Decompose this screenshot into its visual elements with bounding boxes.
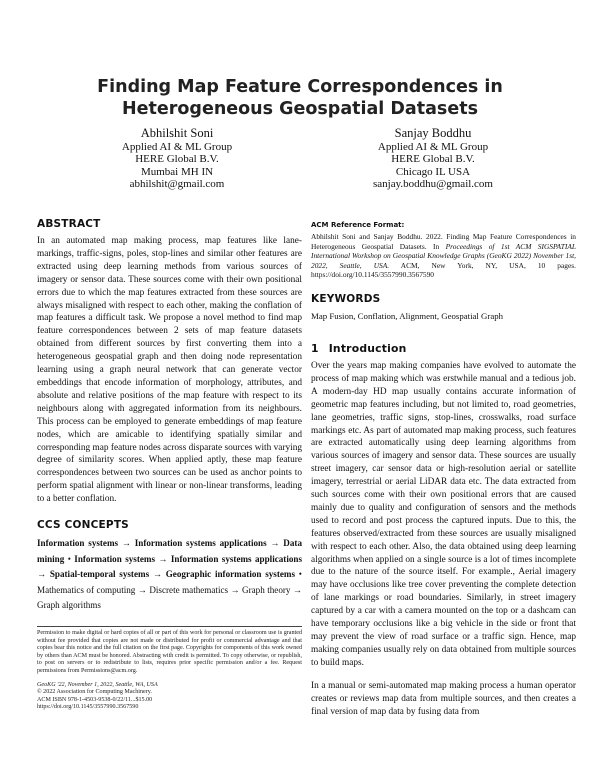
doi-link[interactable]: https://doi.org/10.1145/3557990.3567590	[37, 704, 139, 711]
ccs-heading: CCS CONCEPTS	[37, 519, 129, 532]
acm-reference-publisher: ACM, New York, NY, USA, 10 pages. https://doi.org/10.1145/3557990.3567590	[311, 260, 576, 280]
acm-reference-heading: ACM Reference Format:	[311, 221, 405, 229]
publication-info	[37, 682, 302, 712]
isbn-line: ACM ISBN 978-1-4503-9538-0/22/11...$15.00	[37, 696, 153, 703]
keywords-heading: KEYWORDS	[311, 292, 381, 305]
section-title: Introduction	[328, 341, 407, 355]
author-block-2	[318, 126, 548, 191]
ccs-concepts	[37, 536, 302, 614]
author-location: Mumbai MH IN	[140, 165, 214, 178]
introduction-para-2: In a manual or semi-automated map making process a human operator creates or reviews map data from multiple sources, and then creates a final version of map data by fusing data from	[311, 680, 576, 717]
ccs-item-3: Mathematics of computing → Discrete mathematics → Graph theory → Graph algorithms	[37, 584, 302, 611]
left-column	[37, 218, 302, 712]
ccs-separator: •	[295, 569, 302, 580]
author-affiliation: Applied AI & ML Group	[121, 141, 233, 153]
ccs-item-1: Information systems → Information systems applications → Data mining	[37, 538, 302, 564]
author-name: Sanjay Boddhu	[394, 126, 472, 140]
author-email: sanjay.boddhu@gmail.com	[372, 178, 493, 191]
abstract-text: In an automated map making process, map features like lane-markings, traffic-signs, poles, stop-lines and similar other features are extracted using deep learning methods from various sources of imagery or sensor data. These sources come with their own positional errors due to which the map features extracted from these sources are always misaligned with respect to each other, making the conflation of map features a difficult task. We propose a novel method to find map feature correspondences between 2 sets of map feature datasets obtained from different sources by first converting them into a heterogeneous geospatial graph and then doing node representation learning using a graph neural network that can generate vector embeddings that encode information of morphology, attributes, and absolute and relative positions of the map feature with respect to its neighbours along with aggregated information from its neighbours. This process can be employed to generate embeddings of map feature nodes, which are amicable to identifying spatially similar and corresponding map feature nodes across disparate sources with varying degree of similarity scores. When applied aptly, these map feature correspondences between two sources can be used as anchor points to perform spatial alignment with linear or non-linear transforms, leading to a better conflation.	[37, 236, 302, 505]
permission-notice: Permission to make digital or hard copies of all or part of this work for personal or classroom use is granted without fee provided that copies are not made or distributed for profit or commercial advantage and that copies bear this notice and the full citation on the first page. Copyrights for components of this work owned by others than ACM must be honored. Abstracting with credit is permitted. To copy otherwise, or republish, to post on servers or to redistribute to lists, requires prior specific permission and/or a fee. Request permissions from Permissions@acm.org.	[37, 630, 302, 674]
author-block-1	[62, 126, 292, 191]
author-location: Chicago IL USA	[395, 165, 471, 178]
keywords-text: Map Fusion, Conflation, Alignment, Geospatial Graph	[311, 310, 504, 321]
acm-reference-venue: Proceedings of 1st ACM SIGSPATIAL International Workshop on Geospatial Knowledge Graphs (GeoKG 2022) November 1st, 2022, Seattle, USA.	[311, 241, 576, 270]
copyright-line: © 2022 Association for Computing Machinery.	[37, 689, 152, 696]
author-name: Abhilshit Soni	[140, 126, 214, 140]
abstract-heading: ABSTRACT	[37, 218, 101, 230]
ccs-separator: •	[64, 553, 75, 564]
introduction-para-1: Over the years map making companies have evolved to automate the process of map making which was erstwhile manual and a tedious job. A modern-day HD map usually contains accurate information of geometric map features including, but not limited to, road geometries, lane geometries, traffic signs, stop-lines, crosswalks, road surface markings etc. As part of automated map making process, such features are extracted automatically using deep learning algorithms from various sources of imagery and sensor data. These sources are usually street imagery, car sensor data or high-resolution aerial or satellite imagery, terrestrial or aerial LiDAR data etc. The data extracted from such sources come with their own positional errors that are caused mainly due to quality and configuration of sensors and the methods used to record and post process the captured inputs. Due to this, the features observed/extracted from these sources are usually misaligned with respect to each other. Also, the data obtained using deep learning algorithms when applied on a single source is a lot of times incomplete due to the nature of the source itself. For example., Aerial imagery may have occlusions like tree cover preventing the complete detection of lane markings or road boundaries. Similarly, in street imagery captured by a car with a camera mounted on the top or a dashcam can have temporary occlusions like a big vehicle in the side or front that may prevent the view of road surface or a traffic sign. Hence, map making companies usually rely on data obtained from multiple sources to build maps.	[311, 360, 576, 668]
footnote-rule	[37, 626, 302, 627]
introduction-heading	[311, 342, 576, 355]
section-number: 1	[311, 341, 319, 355]
paper-title: Finding Map Feature Correspondences in Heterogeneous Geospatial Datasets	[97, 77, 503, 119]
acm-reference-text	[311, 232, 576, 280]
ccs-item-2: Information systems → Information systems applications → Spatial-temporal systems → Geographic information systems	[37, 553, 302, 580]
right-column	[311, 221, 576, 718]
author-email: abhilshit@gmail.com	[129, 178, 225, 191]
acm-reference-authors: Abhilshit Soni and Sanjay Boddhu. 2022. Finding Map Feature Correspondences in Heterogeneous Geospatial Datasets. In	[311, 232, 576, 251]
conference-line: GeoKG '22, November 1, 2022, Seattle, WA, USA	[37, 681, 158, 688]
author-affiliation: Applied AI & ML Group	[377, 141, 489, 153]
author-org: HERE Global B.V.	[135, 153, 219, 166]
author-org: HERE Global B.V.	[391, 153, 475, 166]
